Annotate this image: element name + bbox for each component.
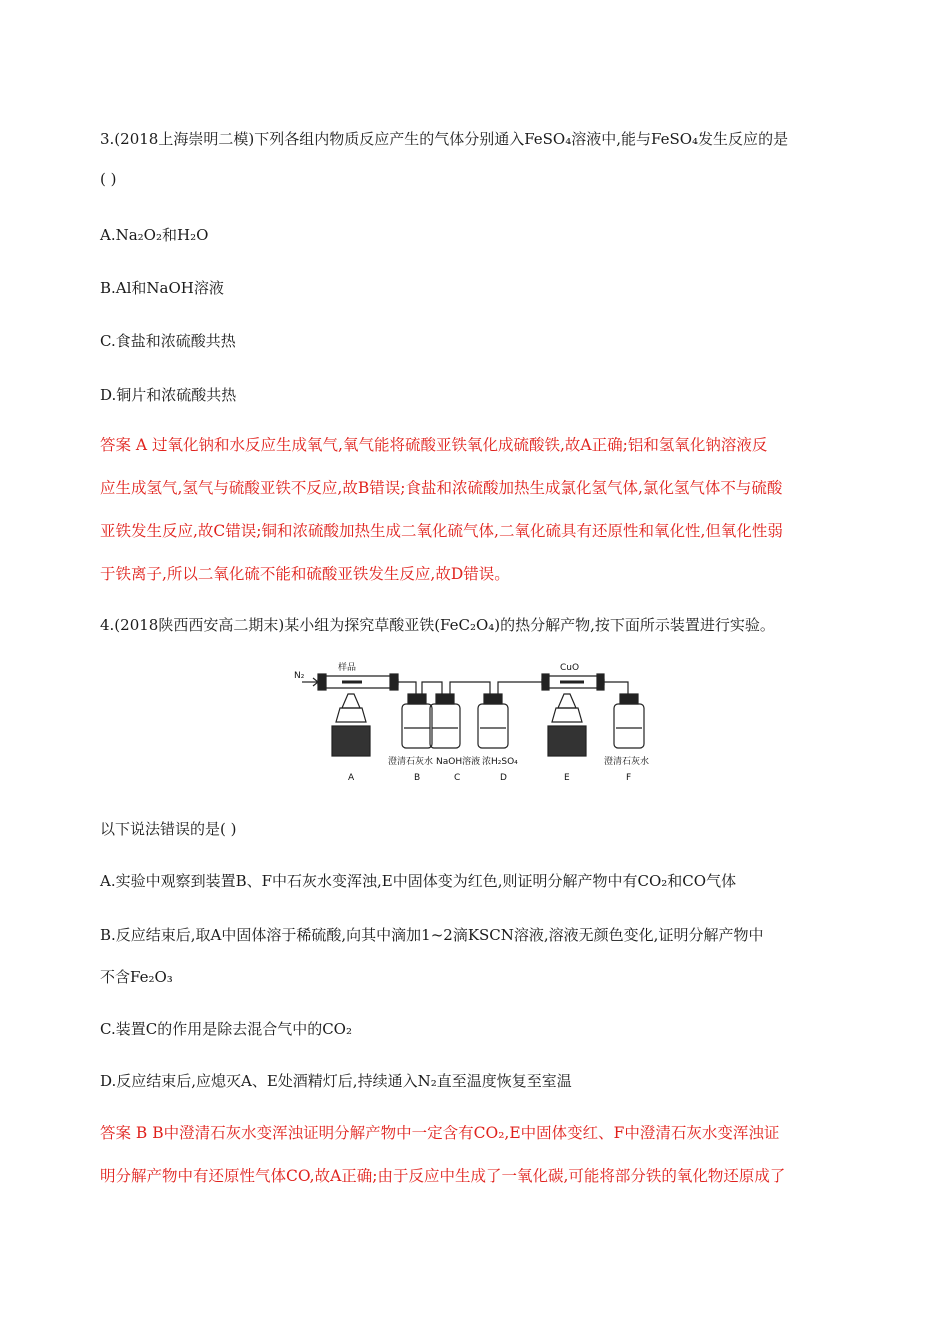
label-cuo: CuO: [560, 663, 580, 673]
q3-option-d: D.铜片和浓硫酸共热: [100, 386, 237, 404]
tube-e-stopper-left: [542, 674, 549, 690]
label-reagent-d: 浓H₂SO₄: [482, 757, 518, 767]
bottle-d-stopper: [484, 694, 502, 704]
q4-option-c: C.装置C的作用是除去混合气中的CO₂: [100, 1020, 352, 1038]
bottle-b-stopper: [408, 694, 426, 704]
label-n2: N₂: [294, 671, 305, 681]
label-reagent-b: 澄清石灰水: [388, 757, 434, 767]
q3-stem: 3.(2018上海崇明二模)下列各组内物质反应产生的气体分别通入FeSO₄溶液中,能与FeSO₄发生反应的是: [100, 130, 789, 148]
q4-answer-line-1: 答案 B B中澄清石灰水变浑浊证明分解产物中一定含有CO₂,E中固体变红、F中澄清石灰水变浑浊证: [100, 1124, 780, 1142]
q3-answer-explanation: [100, 424, 852, 596]
label-sample: 样品: [338, 663, 357, 673]
q3-answer-blank: ( ): [100, 170, 117, 188]
q4-stem: 4.(2018陕西西安高二期末)某小组为探究草酸亚铁(FeC₂O₄)的热分解产物,按下面所示装置进行实验。: [100, 616, 775, 634]
experiment-apparatus-diagram: [292, 656, 660, 786]
q4-option-d: D.反应结束后,应熄灭A、E处酒精灯后,持续通入N₂直至温度恢复至室温: [100, 1072, 572, 1090]
bottle-c-stopper: [436, 694, 454, 704]
burner-a-flame: [342, 694, 360, 708]
q3-answer-line-1: 答案 A 过氧化钠和水反应生成氧气,氧气能将硫酸亚铁氧化成硫酸铁,故A正确;铝和氢氧化钠溶液反: [100, 436, 768, 454]
bottle-b: [402, 704, 432, 748]
q3-answer-line-4: 于铁离子,所以二氧化硫不能和硫酸亚铁发生反应,故D错误。: [100, 565, 510, 583]
q4-answer-line-2: 明分解产物中有还原性气体CO,故A正确;由于反应中生成了一氧化碳,可能将部分铁的氧化物还原成了: [100, 1167, 786, 1185]
q3-option-c: C.食盐和浓硫酸共热: [100, 332, 236, 350]
q3-answer-line-3: 亚铁发生反应,故C错误;铜和浓硫酸加热生成二氧化硫气体,二氧化硫具有还原性和氧化性,但氧化性弱: [100, 522, 783, 540]
bottle-f: [614, 704, 644, 748]
label-reagent-f: 澄清石灰水: [604, 757, 650, 767]
q4-prompt: 以下说法错误的是( ): [100, 820, 237, 838]
block-a: [332, 726, 370, 756]
label-f: F: [626, 773, 632, 783]
burner-a: [336, 708, 366, 722]
q4-answer-explanation: [100, 1112, 852, 1198]
label-d: D: [500, 773, 507, 783]
block-e: [548, 726, 586, 756]
q3-option-b: B.Al和NaOH溶液: [100, 279, 224, 297]
burner-e: [552, 708, 582, 722]
label-b: B: [414, 773, 421, 783]
tube-e-stopper-right: [597, 674, 604, 690]
label-c: C: [454, 773, 461, 783]
bottle-f-stopper: [620, 694, 638, 704]
tube-a-stopper-left: [318, 674, 326, 690]
label-a: A: [348, 773, 355, 783]
connector-d-e: [498, 682, 542, 694]
tube-a-stopper-right: [390, 674, 398, 690]
burner-e-flame: [558, 694, 576, 708]
q3-answer-line-2: 应生成氢气,氢气与硫酸亚铁不反应,故B错误;食盐和浓硫酸加热生成氯化氢气体,氯化氢气体不与硫酸: [100, 479, 783, 497]
label-e: E: [564, 773, 570, 783]
bottle-d: [478, 704, 508, 748]
label-reagent-c: NaOH溶液: [436, 757, 481, 767]
q4-option-a: A.实验中观察到装置B、F中石灰水变浑浊,E中固体变为红色,则证明分解产物中有CO₂和CO气体: [100, 872, 737, 890]
q4-option-b-cont: 不含Fe₂O₃: [100, 968, 173, 986]
q4-option-b: B.反应结束后,取A中固体溶于稀硫酸,向其中滴加1~2滴KSCN溶液,溶液无颜色变化,证明分解产物中: [100, 926, 764, 944]
q3-option-a: A.Na₂O₂和H₂O: [100, 226, 209, 244]
bottle-c: [430, 704, 460, 748]
